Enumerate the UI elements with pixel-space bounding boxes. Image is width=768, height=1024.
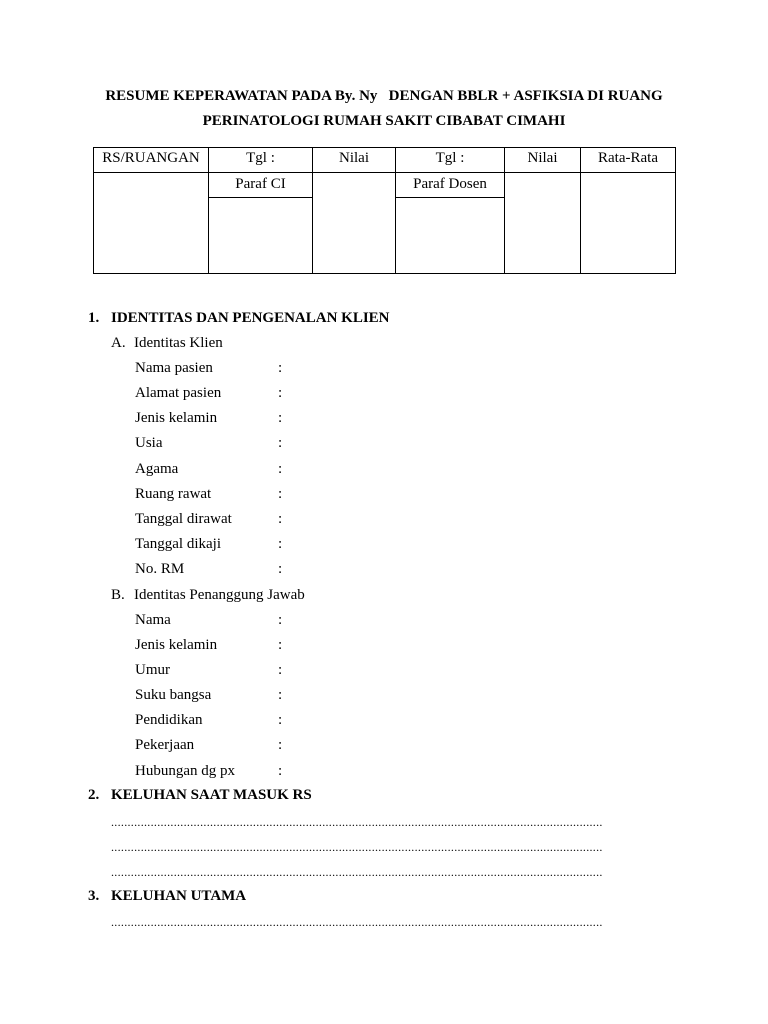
field-colon: : bbox=[278, 687, 283, 703]
field-label: Jenis kelamin bbox=[135, 410, 218, 426]
dotted-answer-line: ..................................................................................................................................................... bbox=[111, 840, 603, 854]
header-tgl-2: Tgl : bbox=[396, 148, 505, 173]
field-row bbox=[135, 561, 283, 578]
paraf-dosen-label: Paraf Dosen bbox=[396, 173, 504, 198]
field-label: Agama bbox=[135, 461, 179, 477]
rata-rata-cell bbox=[581, 173, 676, 274]
paraf-dosen-cell bbox=[396, 173, 505, 274]
subsection-letter: B. bbox=[111, 587, 125, 603]
field-colon: : bbox=[278, 561, 283, 577]
field-row bbox=[135, 461, 283, 478]
header-rs-ruangan: RS/RUANGAN bbox=[94, 148, 209, 173]
field-row bbox=[135, 536, 283, 553]
field-colon: : bbox=[278, 435, 283, 451]
field-label: No. RM bbox=[135, 561, 185, 577]
field-label: Nama bbox=[135, 612, 171, 628]
dotted-answer-line: ..................................................................................................................................................... bbox=[111, 815, 603, 829]
header-rata-rata: Rata-Rata bbox=[581, 148, 676, 173]
field-colon: : bbox=[278, 612, 283, 628]
field-label: Tanggal dikaji bbox=[135, 536, 222, 552]
field-label: Suku bangsa bbox=[135, 687, 212, 703]
field-row bbox=[135, 486, 283, 503]
field-colon: : bbox=[278, 712, 283, 728]
field-colon: : bbox=[278, 662, 283, 678]
field-row bbox=[135, 360, 283, 377]
field-colon: : bbox=[278, 763, 283, 779]
field-row bbox=[135, 637, 283, 654]
section-number: 1. bbox=[88, 310, 100, 326]
paraf-ci-cell bbox=[209, 173, 313, 274]
subsection-title: Identitas Penanggung Jawab bbox=[134, 587, 305, 603]
document-title-line-2: PERINATOLOGI RUMAH SAKIT CIBABAT CIMAHI bbox=[202, 113, 566, 129]
field-colon: : bbox=[278, 486, 283, 502]
subsection-title: Identitas Klien bbox=[134, 335, 223, 351]
field-row bbox=[135, 687, 283, 704]
section-title: KELUHAN UTAMA bbox=[111, 888, 247, 904]
field-colon: : bbox=[278, 637, 283, 653]
field-row bbox=[135, 612, 283, 629]
header-nilai-2: Nilai bbox=[505, 148, 581, 173]
field-colon: : bbox=[278, 536, 283, 552]
field-row bbox=[135, 763, 283, 780]
field-row bbox=[135, 410, 283, 427]
field-colon: : bbox=[278, 385, 283, 401]
section-1-heading bbox=[88, 310, 390, 327]
section-title: IDENTITAS DAN PENGENALAN KLIEN bbox=[111, 310, 390, 326]
nilai-2-cell bbox=[505, 173, 581, 274]
field-label: Pekerjaan bbox=[135, 737, 195, 753]
field-row bbox=[135, 385, 283, 402]
field-label: Jenis kelamin bbox=[135, 637, 218, 653]
document-title-line-1: RESUME KEPERAWATAN PADA By. Ny DENGAN BBLR + ASFIKSIA DI RUANG bbox=[105, 88, 663, 104]
field-label: Pendidikan bbox=[135, 712, 203, 728]
rs-ruangan-cell bbox=[94, 173, 209, 274]
field-label: Hubungan dg px bbox=[135, 763, 235, 779]
section-number: 3. bbox=[88, 888, 100, 904]
field-label: Tanggal dirawat bbox=[135, 511, 232, 527]
field-colon: : bbox=[278, 360, 283, 376]
subsection-a-heading bbox=[111, 335, 223, 352]
field-row bbox=[135, 662, 283, 679]
field-colon: : bbox=[278, 410, 283, 426]
nilai-1-cell bbox=[313, 173, 396, 274]
section-number: 2. bbox=[88, 787, 100, 803]
field-row bbox=[135, 737, 283, 754]
subsection-b-heading bbox=[111, 587, 305, 604]
field-row bbox=[135, 435, 283, 452]
field-label: Umur bbox=[135, 662, 170, 678]
field-row bbox=[135, 511, 283, 528]
field-colon: : bbox=[278, 461, 283, 477]
dotted-answer-line: ..................................................................................................................................................... bbox=[111, 915, 603, 929]
field-label: Nama pasien bbox=[135, 360, 213, 376]
section-3-heading bbox=[88, 888, 246, 905]
paraf-ci-label: Paraf CI bbox=[209, 173, 312, 198]
field-colon: : bbox=[278, 511, 283, 527]
header-tgl-1: Tgl : bbox=[209, 148, 313, 173]
section-title: KELUHAN SAAT MASUK RS bbox=[111, 787, 312, 803]
grading-table bbox=[93, 147, 676, 274]
field-colon: : bbox=[278, 737, 283, 753]
field-label: Alamat pasien bbox=[135, 385, 222, 401]
dotted-answer-line: ..................................................................................................................................................... bbox=[111, 865, 603, 879]
subsection-letter: A. bbox=[111, 335, 126, 351]
field-row bbox=[135, 712, 283, 729]
header-nilai-1: Nilai bbox=[313, 148, 396, 173]
field-label: Usia bbox=[135, 435, 163, 451]
section-2-heading bbox=[88, 787, 312, 804]
field-label: Ruang rawat bbox=[135, 486, 212, 502]
